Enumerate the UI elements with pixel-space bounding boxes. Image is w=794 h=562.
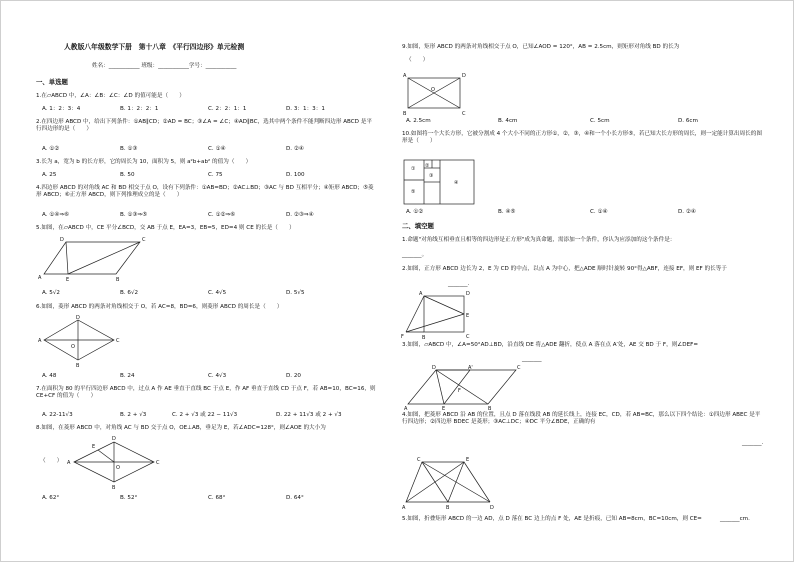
label-e: E xyxy=(66,277,70,283)
question-7-option-c: C. 2 + √3 或 22 − 11√3 xyxy=(172,412,238,418)
question-9-option-d: D. 6cm xyxy=(678,118,698,124)
question-9-option-c: C. 5cm xyxy=(590,118,610,124)
parallelogram-abcd xyxy=(44,242,140,274)
question-7-stem: 7.在面积为 80 的平行四边形 ABCD 中，过点 A 作 AE 垂直于直线 BC 于点 E，作 AF 垂直于直线 CD 于点 F，若 AB=10，BC=16，则 CE+CF 的值为（ ） xyxy=(36,386,376,399)
question-3-option-a: A. 25 xyxy=(42,172,57,178)
label-a: A xyxy=(38,338,42,344)
figure-squares-q10 xyxy=(402,158,478,208)
fill-1-stem: 1.命题"对角线互相垂直且相等的四边形是正方形"成为真命题，需添加一个条件，你认为应添加的这个条件是： xyxy=(402,237,676,243)
question-2-option-b: B. ①③ xyxy=(120,146,138,152)
label-a: A xyxy=(67,460,71,466)
question-7-option-a: A. 22-11√3 xyxy=(42,412,73,418)
label-c: C xyxy=(116,338,120,344)
question-10-stem: 10.如图将一个大长方形，它被分割成 4 个大小不同的正方形①，②，③，④和一个小长方形⑤，若已知大长方形的周长，则一定能计算出周长的图形是（ ） xyxy=(402,131,762,144)
segment-fe xyxy=(406,314,464,332)
question-1-option-d: D. 3：1：3：1 xyxy=(286,106,325,112)
label-d: D xyxy=(76,315,80,321)
label-a: A xyxy=(402,505,406,511)
label-o: O xyxy=(431,87,435,93)
label-c: C xyxy=(462,111,466,117)
label-c: C xyxy=(417,457,421,463)
segment-de xyxy=(436,370,444,404)
label-c: C xyxy=(466,334,470,340)
question-4-option-d: D. ②③⇒④ xyxy=(286,212,314,218)
question-3-option-c: C. 75 xyxy=(208,172,223,178)
label-o: O xyxy=(116,465,120,471)
label-b: B xyxy=(116,277,120,283)
question-6-option-b: B. 24 xyxy=(120,373,135,379)
label-rect-5: ⑤ xyxy=(411,189,416,195)
question-9-option-b: B. 4cm xyxy=(498,118,518,124)
question-1-option-c: C. 2：2：1：1 xyxy=(208,106,247,112)
label-e: E xyxy=(92,444,96,450)
segment-ce xyxy=(68,242,140,274)
question-9-paren: （ ） xyxy=(406,57,429,63)
label-b: B xyxy=(76,363,80,369)
fill-5-blank: _______cm. xyxy=(720,516,750,522)
figure-square-q-f2 xyxy=(400,290,474,341)
label-e: E xyxy=(466,457,470,463)
label-a: A xyxy=(404,406,408,412)
label-square-1: ① xyxy=(411,166,416,172)
label-e: E xyxy=(442,406,446,412)
label-b: B xyxy=(488,406,492,412)
question-2-option-a: A. ①② xyxy=(42,146,60,152)
question-3-stem: 3.长为 a，宽为 b 的长方形，它的周长为 10，面积为 5，则 a²b+ab² 的值为（ ） xyxy=(36,159,252,165)
question-10-option-b: B. ④⑤ xyxy=(498,209,516,215)
segment-ae xyxy=(406,462,464,502)
label-c: C xyxy=(142,237,146,243)
student-info-line: 姓名：___________ 班级：___________学号：___________ xyxy=(92,63,237,69)
question-2-stem: 2.在四边形 ABCD 中，给出下列条件：①AB∥CD；②AD = BC；③∠A = ∠C；④AD∥BC，选其中两个条件不能判断四边形 ABCD 是平行四边形的是（ ） xyxy=(36,119,372,132)
label-d: D xyxy=(432,365,436,371)
fill-2-blank: _______. xyxy=(448,281,470,287)
section-fill-blank: 二、填空题 xyxy=(402,222,434,230)
question-5-option-c: C. 4√5 xyxy=(208,290,227,296)
fill-3-blank: _______ xyxy=(522,356,542,362)
label-c: C xyxy=(156,460,160,466)
segment-ae xyxy=(424,296,464,314)
question-8-option-c: C. 68° xyxy=(208,495,226,501)
label-square-2: ② xyxy=(425,163,430,169)
question-2-option-c: C. ①④ xyxy=(208,146,226,152)
question-4-option-a: A. ①④⇒⑥ xyxy=(42,212,70,218)
question-8-option-d: D. 64° xyxy=(286,495,304,501)
label-o: O xyxy=(71,344,75,350)
question-1-option-b: B. 1：2：2：1 xyxy=(120,106,159,112)
label-a: A xyxy=(419,291,423,297)
question-4-option-b: B. ①③⇒⑤ xyxy=(120,212,148,218)
question-6-stem: 6.如图，菱形 ABCD 的两条对角线相交于 O，若 AC=8，BD=6，则菱形 ABCD 的周长是（ ） xyxy=(36,304,283,310)
label-c: C xyxy=(517,365,521,371)
fill-4-stem: 4.如图，把菱形 ABCD 沿 AB 的位置，且点 D 落在线段 AB 的延长线上，连接 EC，CD，若 AB=BC，那么以下四个结论：①四边形 ABEC 是平行四边形；②四边形 BDEC 是菱形；③AC⊥DC；④DC 平分∠BDE，正确的有 xyxy=(402,412,761,425)
question-8-stem: 8.如图，在菱形 ABCD 中，对角线 AC 与 BD 交于点 O，OE⊥AB，垂足为 E，若∠ADC=128°，则∠AOE 的大小为 xyxy=(36,425,326,431)
label-e: E xyxy=(466,313,470,319)
question-4-stem: 4.四边形 ABCD 的对角线 AC 和 BD 相交于点 O，设有下列条件：①AB=BD；②AC⊥BD；③AC 与 BD 互相平分；④矩形 ABCD；⑤菱形 ABCD；⑥正方形 ABCD，则下列推理成立的是（ ） xyxy=(36,185,374,198)
label-f: F xyxy=(458,388,461,394)
segment-ea-prime xyxy=(444,370,470,404)
label-b: B xyxy=(403,111,407,117)
fill-4-blank: _______. xyxy=(742,440,764,446)
fill-2-stem: 2.如图，正方形 ABCD 边长为 2，E 为 CD 的中点，以点 A 为中心，把△ADE 顺时针旋转 90°得△ABF，连接 EF，则 EF 的长等于 xyxy=(402,266,727,272)
question-7-option-b: B. 2 + √3 xyxy=(120,412,147,418)
label-square-4: ④ xyxy=(454,180,459,186)
document-title: 人教版八年级数学下册 第十八章 《平行四边形》单元检测 xyxy=(64,43,245,51)
segment-cd xyxy=(422,462,490,502)
question-10-option-d: D. ②④ xyxy=(678,209,696,215)
label-d: D xyxy=(490,505,494,511)
figure-rhombus-q-f4 xyxy=(402,454,502,510)
figure-rectangle-q9 xyxy=(402,72,468,116)
label-d: D xyxy=(466,291,470,297)
question-10-option-a: A. ①② xyxy=(406,209,424,215)
figure-parallelogram-q5 xyxy=(38,234,148,282)
question-1-option-a: A. 1：2：3：4 xyxy=(42,106,81,112)
question-3-option-d: D. 100 xyxy=(286,172,305,178)
fill-3-stem: 3.如图，▱ABCD 中，∠A=50°AD⊥BD，沿直线 DE 将△ADE 翻折，使点 A 落在点 A′处，AE 交 BD 于 F，则∠DEF= xyxy=(402,342,699,348)
question-6-option-a: A. 48 xyxy=(42,373,57,379)
question-8-option-b: B. 52° xyxy=(120,495,138,501)
segment-oe xyxy=(98,450,114,462)
question-3-option-b: B. 50 xyxy=(120,172,135,178)
fill-1-blank: _______。 xyxy=(402,252,428,258)
segment-bd xyxy=(436,370,488,404)
question-4-option-c: C. ①②⇒⑥ xyxy=(208,212,236,218)
section-single-choice: 一、单选题 xyxy=(36,78,68,86)
question-5-option-a: A. 5√2 xyxy=(42,290,60,296)
question-7-option-d: D. 22 + 11√3 或 2 + √3 xyxy=(276,412,342,418)
segment-ed xyxy=(464,462,490,502)
question-2-option-d: D. ②④ xyxy=(286,146,304,152)
figure-rhombus-q6 xyxy=(38,315,122,369)
question-9-stem: 9.如图，矩形 ABCD 的两条对角线相交于点 O，已知∠AOD = 120°，AB = 2.5cm，则矩形对角线 BD 的长为 xyxy=(402,44,680,50)
question-5-option-d: D. 5√5 xyxy=(286,290,305,296)
question-6-option-c: C. 4√3 xyxy=(208,373,227,379)
label-b: B xyxy=(112,485,116,491)
fill-5-stem: 5.如图，折叠矩形 ABCD 的一边 AD，点 D 落在 BC 边上的点 F 处，AE 是折痕，已知 AB=8cm，BC=10cm，则 CE= xyxy=(402,516,702,522)
segment-de xyxy=(66,242,68,274)
label-f: F xyxy=(401,334,404,340)
label-b: B xyxy=(446,505,450,511)
label-a: A xyxy=(403,73,407,79)
label-square-3: ③ xyxy=(429,173,434,179)
label-d: D xyxy=(112,436,116,442)
question-10-option-c: C. ①④ xyxy=(590,209,608,215)
label-b: B xyxy=(422,335,426,341)
question-6-option-d: D. 20 xyxy=(286,373,301,379)
label-d: D xyxy=(462,73,466,79)
label-d: D xyxy=(60,237,64,243)
figure-parallelogram-q-f3 xyxy=(404,364,524,410)
question-1-stem: 1.在▱ABCD 中，∠A：∠B：∠C：∠D 的值可能是（ ） xyxy=(36,93,185,99)
label-a: A xyxy=(38,275,42,281)
question-5-stem: 5.如图，在▱ABCD 中，CE 平分∠BCD，交 AB 于点 E，EA=3，EB=5，ED=4 则 CE 的长是（ ） xyxy=(36,225,295,231)
question-8-paren: （ ） xyxy=(40,458,63,464)
segment-af xyxy=(406,296,424,332)
question-9-option-a: A. 2.5cm xyxy=(406,118,431,124)
figure-rhombus-q8 xyxy=(66,436,166,491)
question-5-option-b: B. 6√2 xyxy=(120,290,139,296)
question-8-option-a: A. 62° xyxy=(42,495,60,501)
square-abcd xyxy=(424,296,464,332)
label-a-prime: A' xyxy=(468,365,473,371)
